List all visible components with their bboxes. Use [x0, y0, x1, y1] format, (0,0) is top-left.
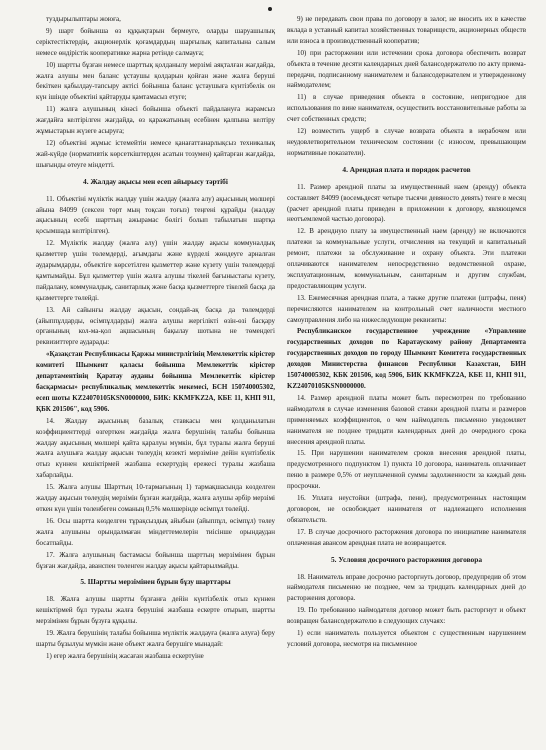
ru-section4-item-0: 11. Размер арендной платы за имущественный наем (аренду) объекта составляет 84099 (восемьдесят четыре тысячи девяносто девять) тенге в месяц (расчет арендной платы приведен в приложении к договору, являющемся неотъемлемой частью договора). — [287, 182, 526, 224]
ru-section5-item-2: 1) если наниматель пользуется объектом с существенным нарушением условий договора, несмотря на письменное — [287, 629, 526, 648]
ru-section4-item-5: 16. Уплата неустойки (штрафа, пени), предусмотренных настоящим договором, не освобождает нанимателя от надлежащего исполнения обязательств. — [287, 494, 526, 524]
russian-column — [287, 14, 526, 744]
ru-section5-title: 5. Условия досрочного расторжения договора — [330, 554, 483, 564]
kz-section5-item-0: 18. Жалға алушы шартты бұзғанға дейін күнтізбелік отыз күннен кешіктірмей бұл туралы жалға берушіні жазбаша ескерте отырып, шартты мерзімінен бұрын бұзуға құқылы. — [36, 595, 275, 626]
kz-section4-item-0: 11. Объектіні мүліктік жалдау үшін жалдау (жалға алу) ақысының мөлшері айына 84099 (сексен төрт мың тоқсан тоғыз) теңгені құрайды (жалдау ақысының есебі шарттың ажырамас бөлігі болып табылатын шартқа қосымшада келтірілген). — [36, 194, 275, 236]
ru-item-top-3: 12) возместить ущерб в случае возврата объекта в нерабочем или неудовлетворительном техническом состоянии (с износом, превышающим нормативные показатели). — [287, 127, 526, 157]
kz-section5-item-1: 19. Жалға берушінің талабы бойынша мүліктік жалдауға (жалға алуға) беру шарты бұзылуы мүмкін және объект жалға берушіге мынадай: — [36, 629, 275, 648]
ru-item-top-0: 9) не передавать свои права по договору в залог, не вносить их в качестве вклада в уставный капитал хозяйственных товариществ, акционерных обществ или взноса в производственный кооператив; — [287, 15, 526, 45]
kz-section4-item-2: 13. Ай сайынғы жалдау ақысын, сондай-ақ басқа да төлемдерді (айыппұлдарды, өсімпұлдарды) жалға алушы жергілікті өзін-өзі басқару органының кол-ма-қол ақшасының бақылау шотына не төмендегі реквизиттерге аударады: — [36, 305, 275, 347]
ru-section5-item-0: 18. Наниматель вправе досрочно расторгнуть договор, предупредив об этом наймодателя письменно не позднее, чем за тридцать календарных дней до расторжения договора. — [287, 572, 526, 603]
ru-section4-item-3: 14. Размер арендной платы может быть пересмотрен по требованию наймодателя в случае изменения базовой ставки арендной платы и размеров применяемых коэффициентов, о чем наймодатель письменно уведомляет нанимателя не позднее тридцати календарных дней до очередного срока внесения арендной платы. — [287, 393, 526, 446]
kz-section4-title: 4. Жалдау ақысы мен есеп айырысу тәртібі — [83, 176, 228, 186]
ru-section4-title: 4. Арендная плата и порядок расчетов — [342, 164, 471, 174]
ru-section4-item-6: 17. В случае досрочного расторжения договора по инициативе нанимателя оплаченная авансом арендная плата не возвращается. — [287, 527, 526, 547]
kz-section5-title: 5. Шартты мерзімінен бұрын бұзу шарттары — [80, 577, 231, 587]
kz-item-top-3: 11) жалға алушының кінәсі бойынша объекті пайдалануға жарамсыз жағдайға келтірілген жағдайда, өз қаражатының есебінен қалпына келтіру жұмыстарын жүзеге асыруға; — [36, 105, 275, 136]
ru-item-top-1: 10) при расторжении или истечении срока договора обеспечить возврат объекта в течение десяти календарных дней балансодержателю по акту приема-передачи, подписанному нанимателем и балансодержателем и утвержденному наймодателем; — [287, 48, 526, 90]
ru-section4-item-4: 15. При нарушении нанимателем сроков внесения арендной платы, предусмотренного подпунктом 1) пункта 10 договора, наниматель оплачивает пеню в размере 0,5% от неуплаченной суммы задолженности за каждый день просрочки. — [287, 449, 526, 491]
kz-section4-item-3: 14. Жалдау ақысының базалық ставкасы мен қолданылатын коэффициенттерді өзгерткен жағдайда жалға берушінің талабы бойынша жалдау ақысының мөлшері қайта қаралуы мүмкін, бұл туралы жалға беруші жалға алушыға жалдау ақысын төлеудің кезекті мерзіміне дейін күнтізбелік отыз күннен кешіктірмей жазбаша ескертудің ережесі туралы жазбаша хабарлайды. — [36, 416, 275, 480]
kz-section4-item-6: 17. Жалға алушының бастамасы бойынша шарттың мерзімінен бұрын бұзған жағдайда, аванспен төленген жалдау ақысы қайтарылмайды. — [36, 550, 275, 570]
ru-bank-details: Республиканское государственное учреждение «Управление государственных доходов по Каратаускому району Департамента государственных доходов по городу Шымкент Комитета государственных доходов Министерства финансов Республики Казахстан, БИН 150740005302, КБК 201506, код 5906, БИК KKMFKZ2A, КБЕ 11, КНП 911, KZ24070105KSN0000000. — [287, 327, 526, 390]
ru-item-top-2: 11) в случае приведения объекта в состояние, непригодное для использования по вине нанимателя, осуществить восстановительные работы за счет собственных средств; — [287, 93, 526, 124]
ru-section4-item-1: 12. В арендную плату за имущественный наем (аренду) не включаются платежи за коммунальные услуги, отчисления на текущий и капитальный ремонт, платежи за обслуживание и охрану объекта. Эти платежи оплачиваются нанимателем непосредственно ведомственной охране, эксплуатационным, коммунальным, санитарным и другим службам, предоставляющим услуги. — [287, 227, 526, 290]
kz-bank-details: «Қазақстан Республикасы Қаржы министрлігінің Мемлекеттік кірістер комитеті Шымкент қаласы бойынша Мемлекеттік кірістер департаментінің Қаратау ауданы бойынша Мемлекеттік кірістер басқармасы» республикалық мемлекеттік мекемесі, БСН 150740005302, есеп шоты KZ24070105KSN0000000, БИК: KKMFKZ2A, КБЕ 11, КНП 911, ҚБК 201506", код 5906. — [36, 350, 275, 413]
kz-section4-item-1: 12. Мүліктік жалдау (жалға алу) үшін жалдау ақысы коммуналдық қызметтер үшін төлемдерді, ағымдағы және күрделі жөндеуге арналған аударымдарды, объектіге көрсетілген қызметтер және күзету үшін төлемдерді қамтымайды. Бұл қызметтер үшін жалға алушы тікелей бағыныстағы күзету, пайдалану, коммуналдық, санитарлық және басқа қызметтерге тікелей басқа да қызметтерге төлейді. — [36, 239, 275, 302]
kz-section5-item-2: 1) егер жалға берушінің жасаған жазбаша ескертуіне — [46, 651, 204, 660]
kazakh-column — [36, 14, 275, 744]
kz-item-top-1: 9) шарт бойынша өз құқықтарын бермеуге, оларды шаруашылық серіктестіктердің, акционерлік қоғамдардың шарғылық капиталына салым немесе өндірістік кооперативке жарна ретінде салмауға; — [36, 26, 275, 57]
kz-section4-item-5: 16. Осы шартта көзделген тұрақсыздық айыбын (айыппұл, өсімпұл) төлеу жалға алушыны орындалмаған міндеттемелерін тиісінше орындаудан босатпайды. — [36, 516, 275, 547]
punch-hole-mark — [268, 7, 272, 11]
kz-item-top-2: 10) шартты бұзған немесе шарттық қолданылу мерзімі аяқталған жағдайда, жалға алушы мен баланс ұстаушы қолдарын қойған және жалға беруші бекіткен қабылдау-тапсыру актісі бойынша баланс ұстаушыға күнтізбелік он күн ішінде объектіні қайтаруды қамтамасыз етуге; — [36, 60, 275, 102]
kz-item-top-0: туздырылыптары жоюға, — [46, 15, 121, 23]
kz-item-top-4: 12) объектіні жұмыс істемейтін немесе қанағаттанарлықсыз техникалық жай-күйде (нормативтік көрсеткіштерден асатын тозумен) қайтарған жағдайда, шығынды өтеуге міндетті. — [36, 138, 275, 169]
ru-section4-item-2: 13. Ежемесячная арендная плата, а также другие платежи (штрафы, пеня) перечисляются нанимателем на контрольный счет наличности местного самоуправления либо на нижеследующие реквизиты: — [287, 293, 526, 324]
ru-section5-item-1: 19. По требованию наймодателя договор может быть расторгнут и объект возвращен балансодержателю в следующих случаях: — [287, 606, 526, 626]
kz-section4-item-4: 15. Жалға алушы Шарттың 10-тармағының 1) тармақшасында көзделген жалдау ақысын төлеудің мерзімін бұзған жағдайда, жалға алушы әрбір мерзімі өткен күн үшін төленбеген соманың 0,5% мөлшерінде өсімпұл төлейді. — [36, 483, 275, 513]
